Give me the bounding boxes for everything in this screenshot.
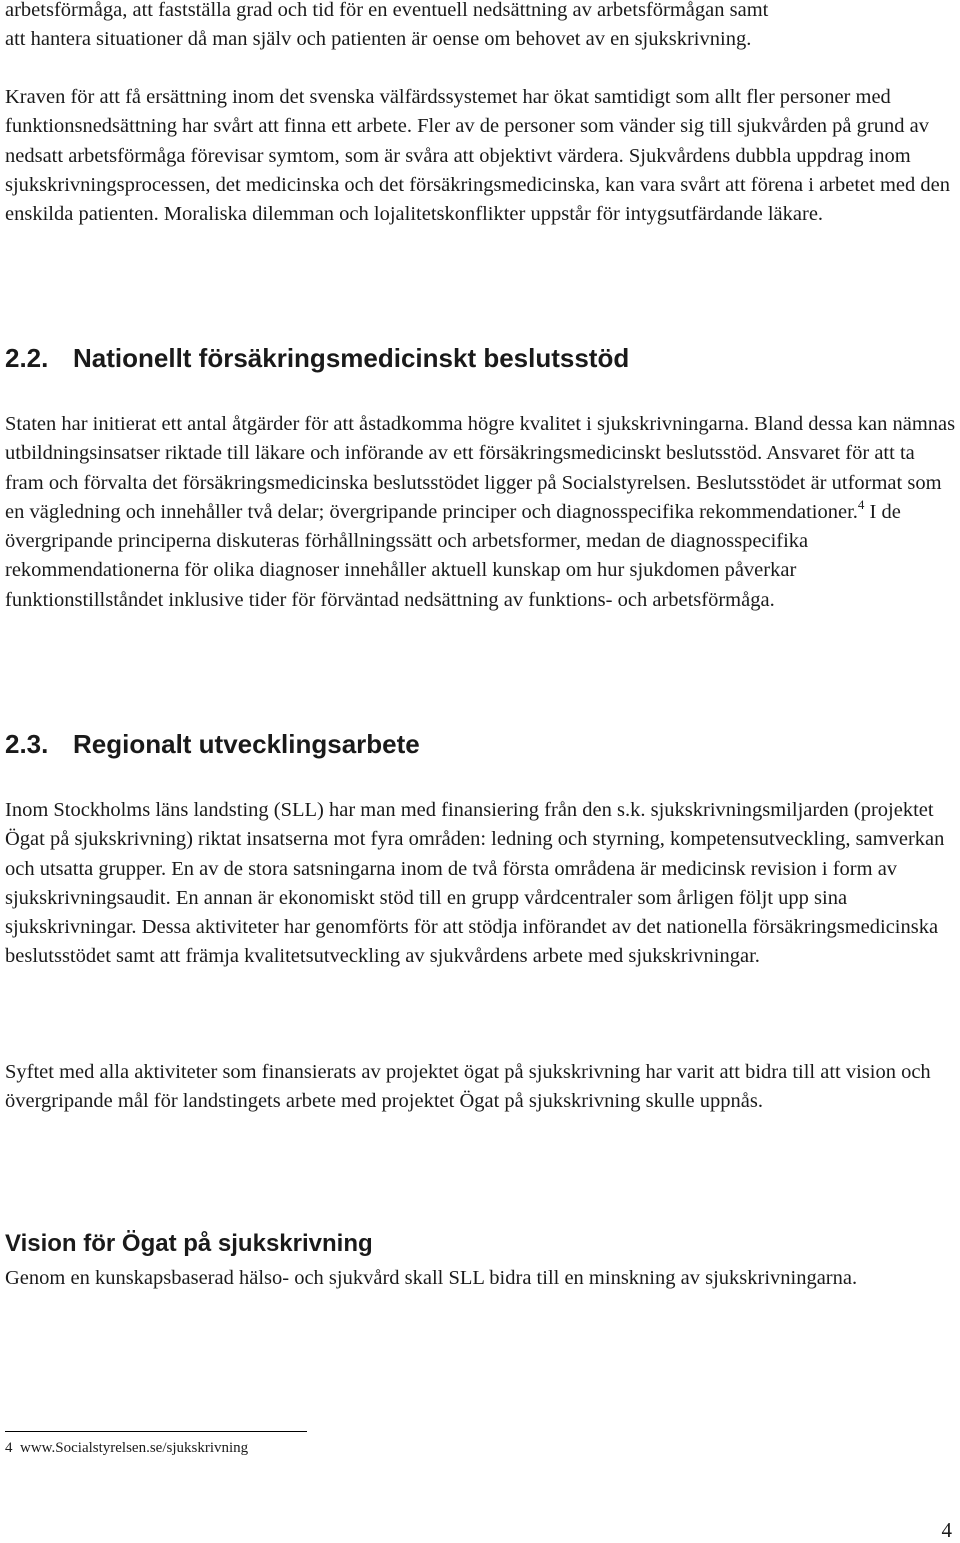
section-number: 2.3.: [5, 729, 49, 759]
intro-line-2: att hantera situationer då man själv och patienten är oense om behovet av en sjukskrivning.: [5, 28, 752, 51]
page-number: 4: [941, 1518, 952, 1542]
section-number: 2.2.: [5, 343, 49, 373]
footnote-reference[interactable]: 4: [857, 496, 865, 512]
section-title: Nationellt försäkringsmedicinskt beslutsstöd: [73, 343, 630, 373]
footnote-separator: [5, 1431, 307, 1432]
footnote-number: 4: [5, 1440, 13, 1456]
footnote: [5, 1438, 248, 1458]
paragraph-text-after-ref: I de övergripande principerna diskuteras förhållningssätt och arbetsformer, medan de diagnosspecifika rekommendationerna för olika diagnoser innehåller aktuell kunskap om hur sjukdomen påverkar funktionstillståndet inklusive tider för förväntad nedsättning av funktions- och arbetsförmåga.: [5, 500, 901, 611]
vision-paragraph: Genom en kunskapsbaserad hälso- och sjukvård skall SLL bidra till en minskning av sjukskrivningarna.: [5, 1267, 858, 1289]
paragraph-national-decision-support: [5, 410, 957, 615]
section-heading-2-2: [5, 342, 629, 374]
paragraph-text-before-ref: Staten har initierat ett antal åtgärder för att åstadkomma högre kvalitet i sjukskrivningarna. Bland dessa kan nämnas utbildningsinsatser riktade till läkare och införande av ett försäkringsmedicinskt beslutsstöd. Ansvaret för att ta fram och förvalta det försäkringsmedicinska beslutsstödet ligger på Socialstyrelsen. Beslutsstödet är utformat som en vägledning och innehåller två delar; övergripande principer och diagnosspecifika rekommendationer.: [5, 413, 956, 523]
intro-paragraph: [5, 0, 957, 55]
footnote-link[interactable]: www.Socialstyrelsen.se/sjukskrivning: [20, 1440, 249, 1456]
paragraph-project-purpose: Syftet med alla aktiviteter som finansierats av projektet ögat på sjukskrivning har varit att bidra till att vision och övergripande mål för landstingets arbete med projektet Ögat på sjukskrivning skulle uppnås.: [5, 1061, 931, 1113]
paragraph-regional-work: Inom Stockholms läns landsting (SLL) har man med finansiering från den s.k. sjukskrivningsmiljarden (projektet Ögat på sjukskrivning) riktat insatserna mot fyra områden: ledning och styrning, kompetensutveckling, samverkan och utsatta grupper. En av de stora satsningarna inom de två första områdena är medicinsk revision i form av sjukskrivningsaudit. En annan är ekonomiskt stöd till en grupp vårdcentraler som årligen följt upp sina sjukskrivningar. Dessa aktiviteter har genomförts för att stödja införandet av det nationella försäkringsmedicinska beslutsstödet samt att främja kvalitetsutveckling av sjukvårdens arbete med sjukskrivningar.: [5, 799, 945, 968]
paragraph-welfare-requirements: Kraven för att få ersättning inom det svenska välfärdssystemet har ökat samtidigt som allt fler personer med funktionsnedsättning har svårt att finna ett arbete. Fler av de personer som vänder sig till sjukvården på grund av nedsatt arbetsförmåga förevisar symtom, som är svåra att objektivt värdera. Sjukvårdens dubbla uppdrag inom sjukskrivningsprocessen, det medicinska och det försäkringsmedicinska, kan vara svårt att förena i arbetet med den enskilda patienten. Moraliska dilemman och lojalitetskonflikter uppstår för intygsutfärdande läkare.: [5, 86, 950, 226]
section-title: Regionalt utvecklingsarbete: [73, 729, 420, 759]
section-heading-2-3: [5, 728, 420, 760]
intro-line-1: arbetsförmåga, att fastställa grad och tid för en eventuell nedsättning av arbetsförmågan samt: [5, 0, 769, 21]
vision-heading: Vision för Ögat på sjukskrivning: [5, 1230, 373, 1257]
